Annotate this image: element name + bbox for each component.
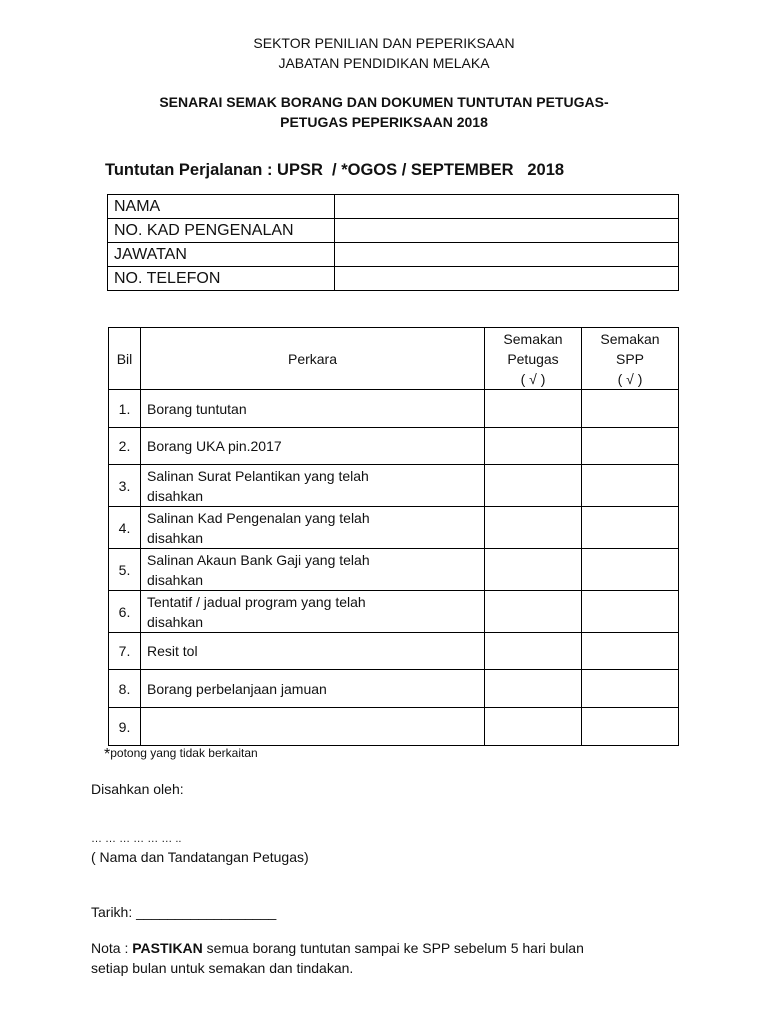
row-item-line: Resit tol	[147, 643, 198, 659]
row-item-line: Borang tuntutan	[147, 400, 247, 417]
spp-check-cell[interactable]	[582, 465, 679, 507]
nota-text: Nota : PASTIKAN semua borang tuntutan sampai ke SPP sebelum 5 hari bulan setiap bulan untuk semakan dan tindakan.	[91, 940, 584, 976]
petugas-check-cell[interactable]	[485, 633, 582, 670]
row-item	[141, 633, 485, 670]
row-number: 7.	[109, 633, 141, 670]
footnote: *potong yang tidak berkaitan	[104, 746, 258, 763]
row-item	[141, 670, 485, 708]
row-item-line: disahkan	[147, 529, 204, 546]
row-number: 5.	[109, 549, 141, 591]
row-item-line: Borang perbelanjaan jamuan	[147, 680, 327, 697]
petugas-check-cell[interactable]	[485, 549, 582, 591]
row-item-line: Tentatif / jadual program yang telah	[147, 593, 366, 610]
header-semakan-petugas: Semakan Petugas ( √ )	[485, 328, 582, 390]
header-perkara: Perkara	[141, 328, 485, 390]
checklist-row	[109, 591, 679, 633]
row-item	[141, 428, 485, 465]
row-item	[141, 708, 485, 746]
info-row	[108, 243, 679, 267]
spp-check-cell[interactable]	[582, 591, 679, 633]
header-semakan-spp: Semakan SPP ( √ )	[582, 328, 679, 390]
row-item-line: Salinan Kad Pengenalan yang telah	[147, 509, 370, 526]
row-item	[141, 390, 485, 428]
checklist-row	[109, 507, 679, 549]
checklist-header-row	[109, 328, 679, 390]
info-value-field[interactable]	[335, 267, 679, 291]
checklist-row	[109, 670, 679, 708]
spp-check-cell[interactable]	[582, 670, 679, 708]
row-item	[141, 549, 485, 591]
info-row	[108, 267, 679, 291]
row-number: 2.	[109, 428, 141, 465]
row-number: 9.	[109, 708, 141, 746]
petugas-check-cell[interactable]	[485, 708, 582, 746]
checklist-table	[108, 327, 679, 746]
info-label: JAWATAN	[108, 243, 335, 267]
header-bil: Bil	[109, 328, 141, 390]
row-item	[141, 591, 485, 633]
spp-check-cell[interactable]	[582, 428, 679, 465]
document-title-line1: SENARAI SEMAK BORANG DAN DOKUMEN TUNTUTAN PETUGAS-	[159, 94, 609, 110]
petugas-check-cell[interactable]	[485, 465, 582, 507]
info-value-field[interactable]	[335, 219, 679, 243]
document-title-line2: PETUGAS PEPERIKSAAN 2018	[280, 114, 488, 130]
jabatan-heading: JABATAN PENDIDIKAN MELAKA	[278, 55, 490, 71]
trip-claim-heading: Tuntutan Perjalanan : UPSR / *OGOS / SEPTEMBER 2018	[105, 161, 565, 179]
row-item-line: Salinan Akaun Bank Gaji yang telah	[147, 551, 370, 568]
petugas-check-cell[interactable]	[485, 428, 582, 465]
info-row	[108, 219, 679, 243]
spp-check-cell[interactable]	[582, 549, 679, 591]
spp-check-cell[interactable]	[582, 708, 679, 746]
signature-caption: ( Nama dan Tandatangan Petugas)	[91, 849, 309, 865]
checklist-row	[109, 428, 679, 465]
row-item-line: Salinan Surat Pelantikan yang telah	[147, 467, 369, 484]
row-number: 4.	[109, 507, 141, 549]
checklist-row	[109, 708, 679, 746]
petugas-check-cell[interactable]	[485, 507, 582, 549]
checklist-row	[109, 390, 679, 428]
row-number: 6.	[109, 591, 141, 633]
row-item-line: disahkan	[147, 613, 204, 630]
petugas-check-cell[interactable]	[485, 670, 582, 708]
info-label: NO. TELEFON	[108, 267, 335, 291]
checklist-row	[109, 465, 679, 507]
row-item-line: disahkan	[147, 487, 204, 504]
row-number: 3.	[109, 465, 141, 507]
info-row	[108, 195, 679, 219]
date-field: Tarikh: __________________	[91, 904, 277, 920]
info-value-field[interactable]	[335, 243, 679, 267]
checklist-row	[109, 633, 679, 670]
spp-check-cell[interactable]	[582, 390, 679, 428]
row-item	[141, 465, 485, 507]
row-number: 8.	[109, 670, 141, 708]
spp-check-cell[interactable]	[582, 633, 679, 670]
row-number: 1.	[109, 390, 141, 428]
personal-info-table	[107, 194, 679, 291]
row-item-line: Borang UKA pin.2017	[147, 438, 282, 454]
info-value-field[interactable]	[335, 195, 679, 219]
checklist-row	[109, 549, 679, 591]
confirmed-by-label: Disahkan oleh:	[91, 781, 184, 797]
petugas-check-cell[interactable]	[485, 591, 582, 633]
petugas-check-cell[interactable]	[485, 390, 582, 428]
row-item	[141, 507, 485, 549]
spp-check-cell[interactable]	[582, 507, 679, 549]
signature-dots: … … … … … … ..	[91, 833, 182, 845]
info-label: NAMA	[108, 195, 335, 219]
info-label: NO. KAD PENGENALAN	[108, 219, 335, 243]
department-heading: SEKTOR PENILIAN DAN PEPERIKSAAN	[253, 35, 515, 51]
row-item-line: disahkan	[147, 571, 204, 588]
